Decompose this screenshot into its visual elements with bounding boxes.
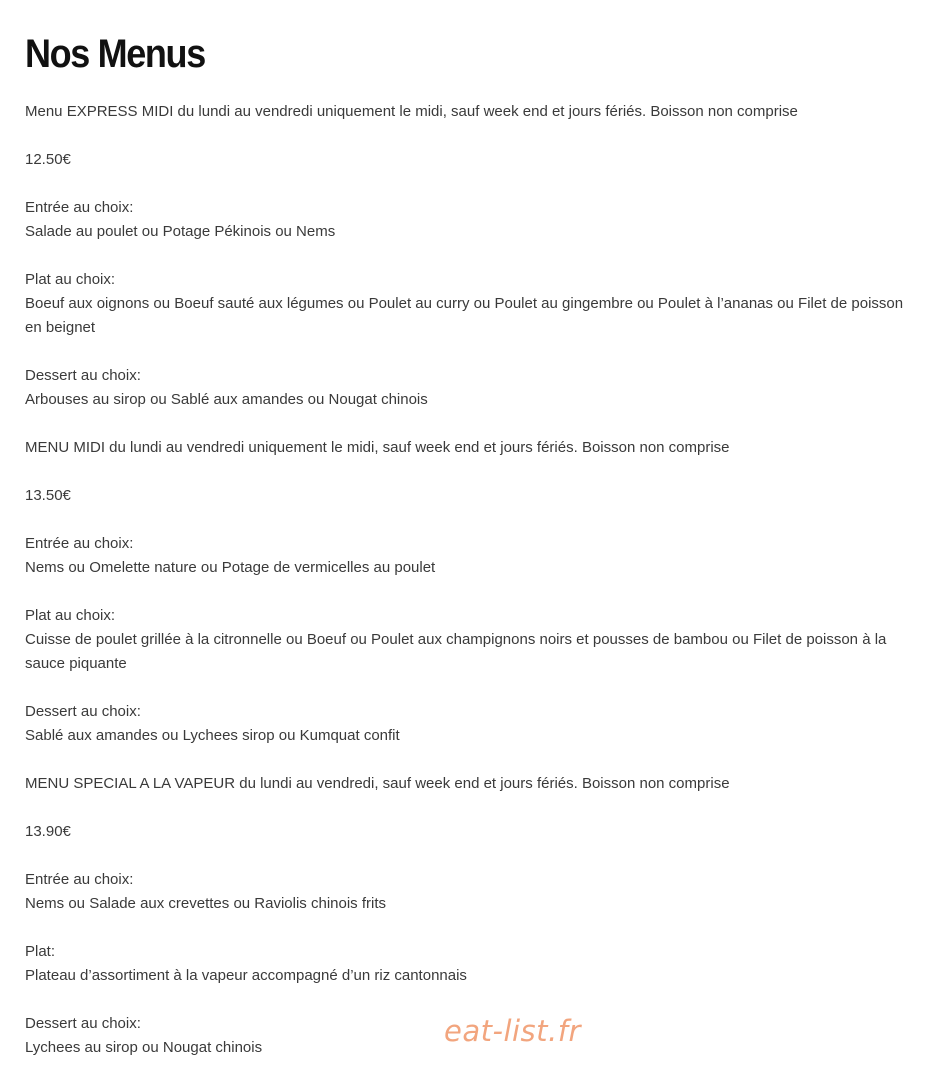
menu-page: [25, 30, 925, 1084]
plat-items-line2: sauce piquante: [25, 655, 127, 672]
plat-label: Plat:: [25, 943, 56, 960]
menu-express-dessert: [25, 364, 925, 412]
entree-label: Entrée au choix:: [25, 535, 134, 552]
dessert-items: Lychees au sirop ou Nougat chinois: [25, 1039, 263, 1056]
entree-items: Nems ou Omelette nature ou Potage de vermicelles au poulet: [25, 559, 436, 576]
menu-vapeur-description: MENU SPECIAL A LA VAPEUR du lundi au vendredi, sauf week end et jours fériés. Boisson non comprise: [25, 775, 730, 792]
menu-midi-dessert: [25, 700, 925, 748]
menu-midi-price: 13.50€: [25, 487, 71, 504]
plat-items-line1: Cuisse de poulet grillée à la citronnelle ou Boeuf ou Poulet aux champignons noirs et pousses de bambou ou Filet de poisson à la: [25, 631, 887, 648]
entree-label: Entrée au choix:: [25, 199, 134, 216]
menu-midi-entree: [25, 532, 925, 580]
menu-vapeur-plat: [25, 940, 925, 988]
menu-vapeur-price: 13.90€: [25, 823, 71, 840]
watermark-text: eat-list.fr: [444, 1014, 581, 1048]
menu-midi-plat: [25, 604, 925, 676]
dessert-label: Dessert au choix:: [25, 1015, 141, 1032]
entree-items: Salade au poulet ou Potage Pékinois ou Nems: [25, 223, 336, 240]
menu-express-plat: [25, 268, 925, 340]
dessert-items: Sablé aux amandes ou Lychees sirop ou Kumquat confit: [25, 727, 400, 744]
plat-items-line2: en beignet: [25, 319, 96, 336]
menu-express-entree: [25, 196, 925, 244]
menu-express-description: Menu EXPRESS MIDI du lundi au vendredi uniquement le midi, sauf week end et jours fériés. Boisson non comprise: [25, 103, 798, 120]
plat-label: Plat au choix:: [25, 607, 116, 624]
entree-items: Nems ou Salade aux crevettes ou Raviolis chinois frits: [25, 895, 386, 912]
dessert-items: Arbouses au sirop ou Sablé aux amandes ou Nougat chinois: [25, 391, 428, 408]
dessert-label: Dessert au choix:: [25, 703, 141, 720]
page-title: Nos Menus: [25, 32, 205, 76]
menu-midi-description: MENU MIDI du lundi au vendredi uniquement le midi, sauf week end et jours fériés. Boisson non comprise: [25, 439, 730, 456]
menu-express-price: 12.50€: [25, 151, 71, 168]
entree-label: Entrée au choix:: [25, 871, 134, 888]
dessert-label: Dessert au choix:: [25, 367, 141, 384]
plat-items-line1: Boeuf aux oignons ou Boeuf sauté aux légumes ou Poulet au curry ou Poulet au gingembre ou Poulet à l’ananas ou Filet de poisson: [25, 295, 904, 312]
plat-label: Plat au choix:: [25, 271, 116, 288]
menu-vapeur-entree: [25, 868, 925, 916]
plat-items-line1: Plateau d’assortiment à la vapeur accompagné d’un riz cantonnais: [25, 967, 467, 984]
